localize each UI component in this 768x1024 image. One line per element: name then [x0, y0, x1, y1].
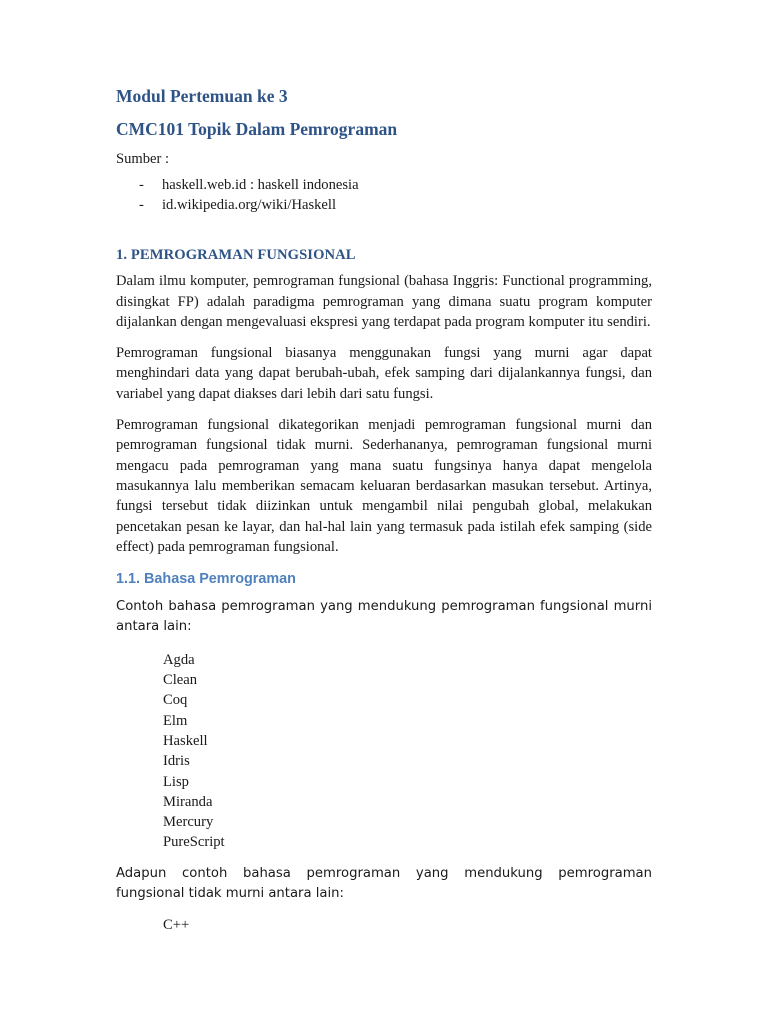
list-item: Idris — [163, 753, 190, 770]
section-heading-functional-programming: 1. PEMROGRAMAN FUNGSIONAL — [116, 247, 356, 264]
list-item: Coq — [163, 692, 188, 709]
paragraph: Dalam ilmu komputer, pemrograman fungsional (bahasa Inggris: Functional programming, disingkat FP) adalah paradigma pemrograman yang dimana suatu program komputer dijalankan dengan mengevaluasi ekspresi yang terdapat pada program komputer itu sendiri. — [116, 273, 652, 330]
paragraph: Contoh bahasa pemrograman yang mendukung pemrograman fungsional murni antara lain: — [116, 599, 652, 635]
sources-list — [116, 176, 652, 215]
paragraph: Pemrograman fungsional dikategorikan menjadi pemrograman fungsional murni dan pemrograman fungsional tidak murni. Sederhananya, pemrograman fungsional murni mengacu pada pemrograman yang mana suatu fungsinya hanya dapat mengelola masukannya lalu memberikan semacam keluaran berdasarkan masukan tersebut. Artinya, fungsi tersebut tidak diizinkan untuk mengambil nilai pengubah global, melakukan pencetakan pesan ke layar, dan hal-hal lain yang termasuk pada istilah efek samping (side effect) pada pemrograman fungsional. — [116, 417, 652, 555]
paragraph: Pemrograman fungsional biasanya menggunakan fungsi yang murni agar dapat menghindari data yang dapat berubah-ubah, efek samping dari dijalankannya fungsi, dan variabel yang dapat diakses dari lebih dari satu fungsi. — [116, 345, 652, 402]
list-item: Lisp — [163, 773, 189, 790]
list-item: PureScript — [163, 834, 225, 851]
sources-label: Sumber : — [116, 151, 170, 167]
source-item: - id.wikipedia.org/wiki/Haskell — [139, 196, 337, 213]
document-page — [116, 86, 652, 936]
pure-languages-list — [163, 650, 652, 853]
list-item: Mercury — [163, 814, 214, 831]
impure-languages-list — [163, 915, 652, 935]
list-item: C++ — [163, 917, 190, 934]
list-item: Agda — [163, 651, 195, 668]
course-title: CMC101 Topik Dalam Pemrograman — [116, 119, 398, 139]
list-item: Elm — [163, 712, 188, 729]
paragraph: Adapun contoh bahasa pemrograman yang mendukung pemrograman fungsional tidak murni antara lain: — [116, 865, 652, 902]
list-item: Haskell — [163, 732, 208, 749]
source-item: - haskell.web.id : haskell indonesia — [139, 177, 359, 194]
section-heading-languages: 1.1. Bahasa Pemrograman — [116, 571, 296, 588]
list-item: Miranda — [163, 793, 213, 810]
list-item: Clean — [163, 672, 198, 689]
module-title: Modul Pertemuan ke 3 — [116, 86, 288, 106]
